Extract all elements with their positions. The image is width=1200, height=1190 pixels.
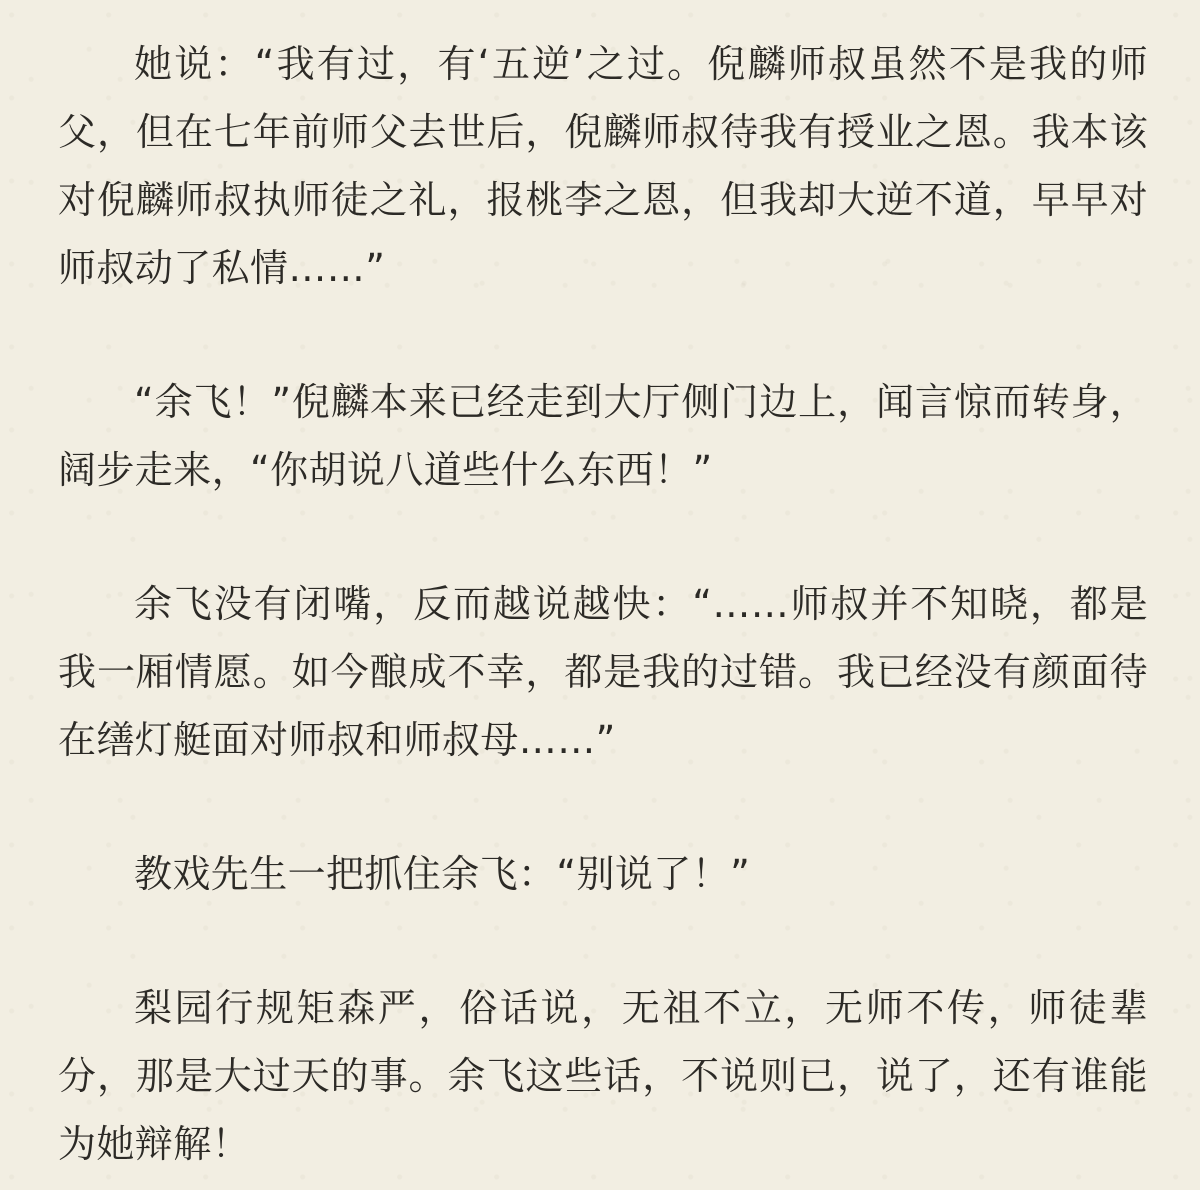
paragraph-4: 教戏先生一把抓住余飞：“别说了！”	[134, 852, 751, 896]
paragraph-1: 她说：“我有过，有‘五逆’之过。倪麟师叔虽然不是我的师父，但在七年前师父去世后，倪麟师叔待我有授业之恩。我本该对倪麟师叔执师徒之礼，报桃李之恩，但我却大逆不道，早早对师叔动了私情……”	[58, 42, 1148, 290]
paragraph-5: 梨园行规矩森严，俗话说，无祖不立，无师不传，师徒辈分，那是大过天的事。余飞这些话，不说则已，说了，还有谁能为她辩解！	[58, 986, 1148, 1166]
paragraph-2: “余飞！”倪麟本来已经走到大厅侧门边上，闻言惊而转身，阔步走来，“你胡说八道些什么东西！”	[58, 380, 1148, 492]
reader-page	[58, 30, 1148, 1178]
paragraph-3: 余飞没有闭嘴，反而越说越快：“……师叔并不知晓，都是我一厢情愿。如今酿成不幸，都是我的过错。我已经没有颜面待在缮灯艇面对师叔和师叔母……”	[58, 582, 1148, 762]
